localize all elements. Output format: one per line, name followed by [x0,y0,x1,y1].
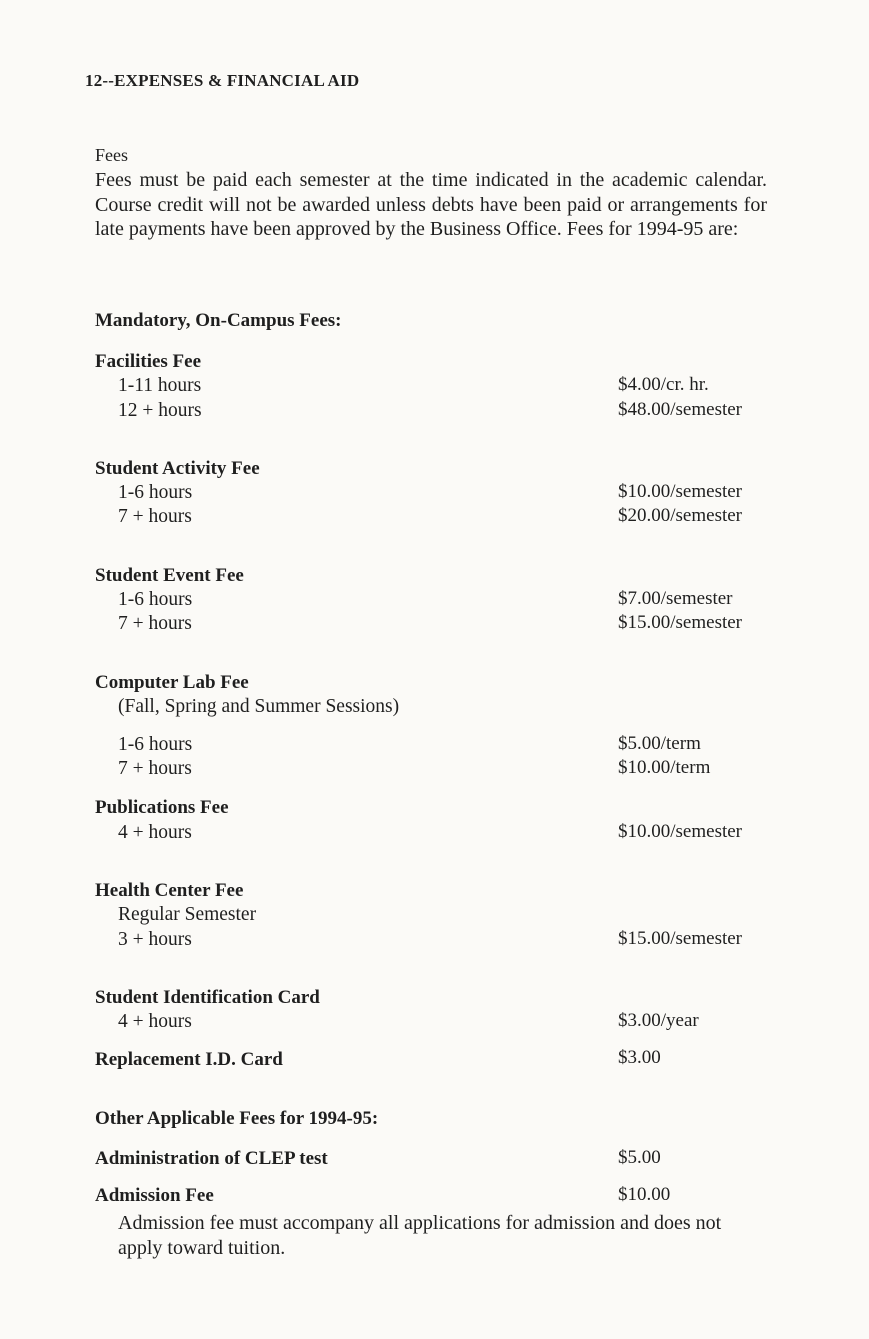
activity-fee-title: Student Activity Fee [95,458,260,479]
computer-row1-label: 1-6 hours [118,734,193,755]
facilities-row2-amount: $48.00/semester [618,399,743,420]
event-row2-label: 7 + hours [118,613,192,634]
fees-title: Fees [95,145,128,165]
intro-paragraph: Fees must be paid each semester at the time indicated in the academic calendar. Course credit will not be awarded unless debts have been paid or arrangements for late payments have been approved by the Business Office. Fees for 1994-95 are: [95,169,767,240]
id-card-row1-label: 4 + hours [118,1011,192,1032]
clep-amount: $5.00 [618,1147,661,1168]
publications-fee-title: Publications Fee [95,797,229,818]
facilities-fee-title: Facilities Fee [95,351,202,372]
computer-lab-subtitle: (Fall, Spring and Summer Sessions) [118,696,400,717]
mandatory-fees-heading: Mandatory, On-Campus Fees: [95,310,342,331]
event-row1-amount: $7.00/semester [618,588,733,609]
publications-row1-label: 4 + hours [118,822,192,843]
id-card-title: Student Identification Card [95,987,320,1008]
health-center-subtitle: Regular Semester [118,904,257,925]
page-header: 12--EXPENSES & FINANCIAL AID [85,71,360,90]
event-fee-title: Student Event Fee [95,565,244,586]
admission-fee-amount: $10.00 [618,1184,671,1205]
id-card-row1-amount: $3.00/year [618,1010,699,1031]
activity-row1-label: 1-6 hours [118,482,193,503]
replacement-id-amount: $3.00 [618,1047,661,1068]
facilities-row2-label: 12 + hours [118,400,202,421]
health-center-fee-title: Health Center Fee [95,880,244,901]
health-row1-label: 3 + hours [118,929,192,950]
event-row1-label: 1-6 hours [118,589,193,610]
facilities-row1-label: 1-11 hours [118,375,202,396]
activity-row1-amount: $10.00/semester [618,481,743,502]
clep-label: Administration of CLEP test [95,1148,328,1169]
event-row2-amount: $15.00/semester [618,612,743,633]
computer-row2-amount: $10.00/term [618,757,711,778]
computer-row1-amount: $5.00/term [618,733,701,754]
admission-fee-label: Admission Fee [95,1185,214,1206]
activity-row2-label: 7 + hours [118,506,192,527]
admission-fee-note: Admission fee must accompany all applications for admission and does not apply toward tuition. [118,1212,722,1259]
computer-row2-label: 7 + hours [118,758,192,779]
publications-row1-amount: $10.00/semester [618,821,743,842]
other-fees-heading: Other Applicable Fees for 1994-95: [95,1108,379,1129]
facilities-row1-amount: $4.00/cr. hr. [618,374,709,395]
replacement-id-label: Replacement I.D. Card [95,1049,283,1070]
health-row1-amount: $15.00/semester [618,928,743,949]
activity-row2-amount: $20.00/semester [618,505,743,526]
computer-lab-fee-title: Computer Lab Fee [95,672,249,693]
